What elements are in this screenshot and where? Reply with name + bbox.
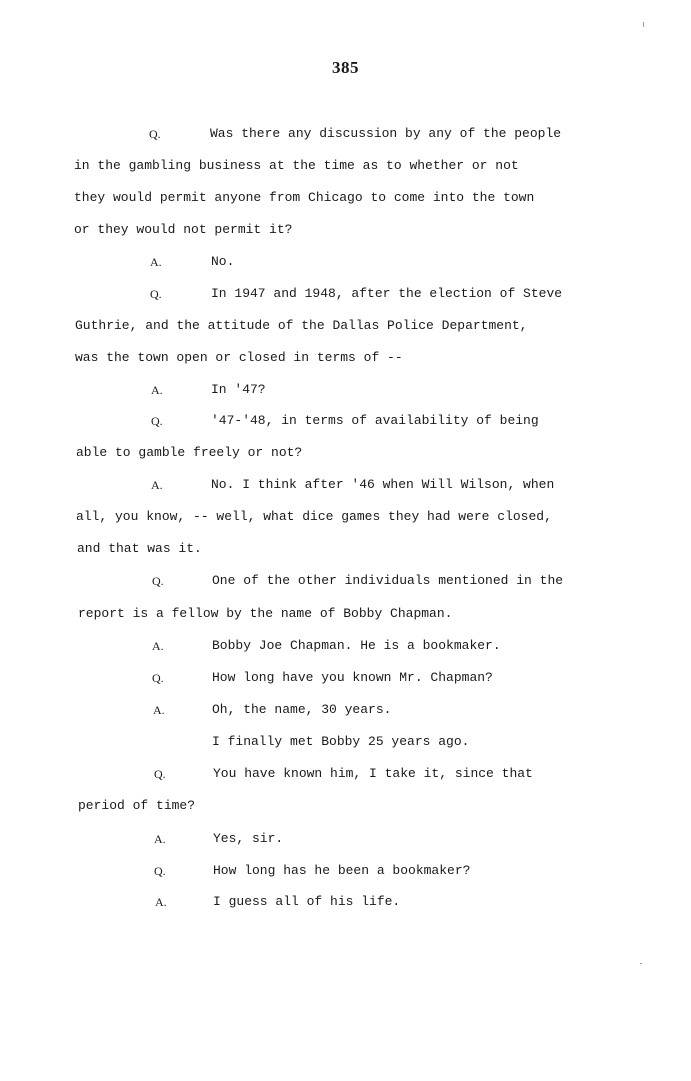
- scan-speck: [643, 22, 644, 27]
- transcript-line: report is a fellow by the name of Bobby Chapman.: [78, 606, 453, 621]
- transcript-line: I guess all of his life.: [213, 894, 401, 909]
- speaker-label: Q.: [154, 767, 166, 781]
- speaker-label: A.: [153, 703, 165, 717]
- speaker-label: Q.: [149, 127, 161, 141]
- speaker-label: A.: [150, 255, 162, 269]
- speaker-label: Q.: [152, 671, 164, 685]
- transcript-line: '47-'48, in terms of availability of being: [211, 413, 539, 428]
- transcript-line: Bobby Joe Chapman. He is a bookmaker.: [212, 638, 501, 653]
- transcript-line: in the gambling business at the time as to whether or not: [74, 158, 519, 173]
- transcript-line: How long has he been a bookmaker?: [213, 863, 471, 878]
- speaker-label: Q.: [151, 414, 163, 428]
- transcript-line: and that was it.: [77, 541, 202, 556]
- transcript-line: I finally met Bobby 25 years ago.: [212, 734, 470, 749]
- speaker-label: Q.: [152, 574, 164, 588]
- transcript-line: or they would not permit it?: [74, 222, 293, 237]
- transcript-line: was the town open or closed in terms of --: [75, 350, 403, 365]
- speaker-label: A.: [151, 383, 163, 397]
- transcript-line: Was there any discussion by any of the people: [210, 126, 562, 141]
- transcript-line: Yes, sir.: [213, 831, 284, 846]
- transcript-line: they would permit anyone from Chicago to come into the town: [74, 190, 535, 205]
- page-number: 385: [332, 58, 359, 77]
- transcript-line: How long have you known Mr. Chapman?: [212, 670, 493, 685]
- speaker-label: Q.: [154, 864, 166, 878]
- transcript-line: all, you know, -- well, what dice games they had were closed,: [76, 509, 552, 524]
- transcript-line: In 1947 and 1948, after the election of Steve: [211, 286, 563, 301]
- transcript-line: able to gamble freely or not?: [76, 445, 303, 460]
- speaker-label: A.: [155, 895, 167, 909]
- transcript-line: No. I think after '46 when Will Wilson, when: [211, 477, 555, 492]
- transcript-line: period of time?: [78, 798, 196, 813]
- speaker-label: Q.: [150, 287, 162, 301]
- speaker-label: A.: [151, 478, 163, 492]
- transcript-line: No.: [211, 254, 235, 269]
- speaker-label: A.: [152, 639, 164, 653]
- transcript-line: You have known him, I take it, since that: [213, 766, 533, 781]
- transcript-line: Guthrie, and the attitude of the Dallas Police Department,: [75, 318, 528, 333]
- speaker-label: A.: [154, 832, 166, 846]
- transcript-line: In '47?: [211, 382, 266, 397]
- transcript-line: One of the other individuals mentioned in the: [212, 573, 564, 588]
- scan-speck: [640, 963, 642, 964]
- transcript-line: Oh, the name, 30 years.: [212, 702, 392, 717]
